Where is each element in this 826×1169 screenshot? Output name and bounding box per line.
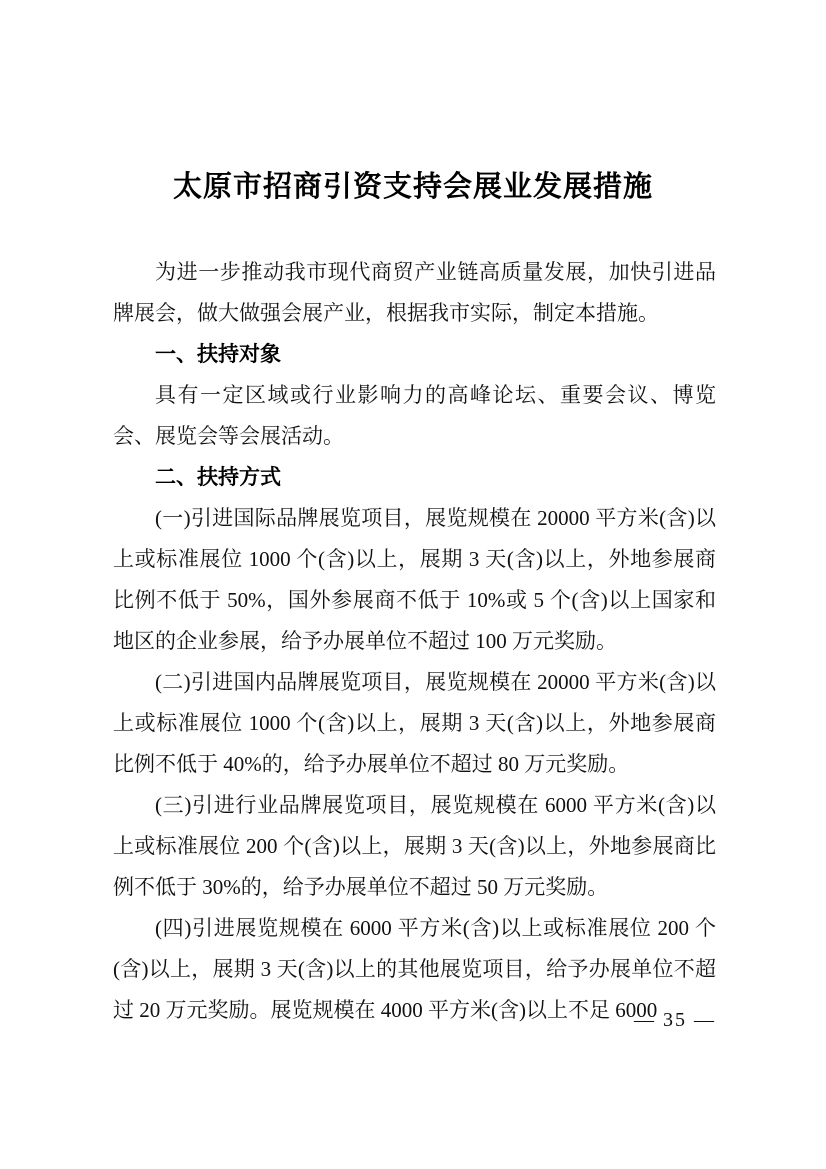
support-method-item-3: (三)引进行业品牌展览项目，展览规模在 6000 平方米(含)以上或标准展位 200 个(含)以上，展期 3 天(含)以上，外地参展商比例不低于 30%的，给予办展单位不超过 50 万元奖励。: [113, 793, 716, 899]
document-body: [113, 252, 716, 1031]
section-heading-support-targets: 一、扶持对象: [155, 343, 281, 366]
support-method-item-1: (一)引进国际品牌展览项目，展览规模在 20000 平方米(含)以上或标准展位 1000 个(含)以上，展期 3 天(含)以上，外地参展商比例不低于 50%，国外参展商不低于 10%或 5 个(含)以上国家和地区的企业参展，给予办展单位不超过 100 万元奖励。: [113, 506, 716, 653]
support-targets-paragraph: 具有一定区域或行业影响力的高峰论坛、重要会议、博览会、展览会等会展活动。: [113, 383, 716, 448]
support-method-item-2: (二)引进国内品牌展览项目，展览规模在 20000 平方米(含)以上或标准展位 1000 个(含)以上，展期 3 天(含)以上，外地参展商比例不低于 40%的，给予办展单位不超过 80 万元奖励。: [113, 670, 716, 776]
section-heading-support-methods: 二、扶持方式: [155, 466, 281, 489]
support-method-item-4: (四)引进展览规模在 6000 平方米(含)以上或标准展位 200 个(含)以上，展期 3 天(含)以上的其他展览项目，给予办展单位不超过 20 万元奖励。展览规模在 4000 平方米(含)以上不足 6000: [113, 916, 716, 1022]
document-title: 太原市招商引资支持会展业发展措施: [172, 171, 653, 203]
page-number: — 35 —: [634, 1009, 716, 1031]
intro-paragraph: 为进一步推动我市现代商贸产业链高质量发展，加快引进品牌展会，做大做强会展产业，根据我市实际，制定本措施。: [113, 260, 716, 325]
